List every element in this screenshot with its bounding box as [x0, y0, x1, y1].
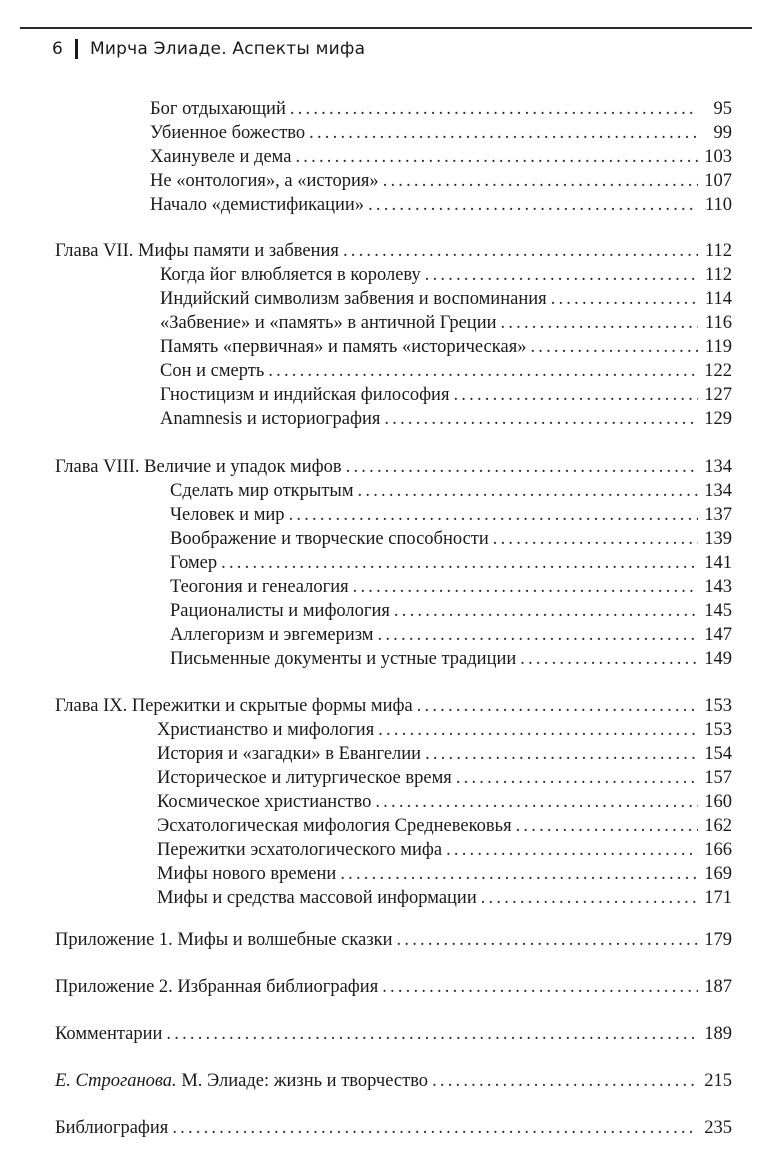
toc-entry-page: 107: [704, 171, 732, 191]
toc-entry[interactable]: [150, 97, 732, 121]
toc-entry-title: Сделать мир открытым: [170, 481, 354, 501]
toc-entry[interactable]: [160, 263, 732, 287]
dot-leader: [394, 599, 698, 623]
toc-entry[interactable]: [157, 814, 732, 838]
dot-leader: [378, 718, 698, 742]
page-number: 6: [52, 39, 64, 59]
toc-entry-title: Приложение 2. Избранная библиография: [55, 977, 379, 997]
toc-entry[interactable]: [160, 287, 732, 311]
dot-leader: [289, 503, 698, 527]
toc-entry-page: 171: [704, 888, 732, 908]
toc-entry[interactable]: [160, 311, 732, 335]
toc-entry-title: История и «загадки» в Евангелии: [157, 744, 422, 764]
toc-entry-title: Мифы и средства массовой информации: [157, 888, 477, 908]
toc-entry-title: Память «первичная» и память «историческая»: [160, 337, 527, 357]
toc-entry-page: 162: [704, 816, 732, 836]
toc-entry[interactable]: [157, 838, 732, 862]
toc-entry-page: 114: [704, 289, 732, 309]
toc-entry-page: 149: [704, 649, 732, 669]
toc-entry[interactable]: [150, 193, 732, 217]
toc-entry-title: Сон и смерть: [160, 361, 265, 381]
toc-entry-page: 134: [704, 481, 732, 501]
toc-entry-title: Хаинувеле и дема: [150, 147, 292, 167]
toc-bibliography[interactable]: [55, 1116, 732, 1140]
toc-chapter-title: Глава VII. Мифы памяти и забвения: [55, 241, 339, 261]
dot-leader: [530, 335, 698, 359]
dot-leader: [453, 383, 698, 407]
dot-leader: [481, 886, 698, 910]
toc-entry-title: Бог отдыхающий: [150, 99, 286, 119]
toc-entry[interactable]: [150, 169, 732, 193]
toc-entry-page: 137: [704, 505, 732, 525]
toc-entry-page: 160: [704, 792, 732, 812]
dot-leader: [268, 359, 698, 383]
toc-entry[interactable]: [170, 527, 732, 551]
toc-entry-page: 122: [704, 361, 732, 381]
dot-leader: [516, 814, 698, 838]
toc-entry-title: Человек и мир: [170, 505, 285, 525]
toc-entry-page: 235: [704, 1118, 732, 1138]
dot-leader: [295, 145, 698, 169]
toc-entry[interactable]: [170, 551, 732, 575]
toc-entry[interactable]: [157, 742, 732, 766]
toc-entry-page: 153: [704, 696, 732, 716]
toc-entry[interactable]: [170, 479, 732, 503]
toc-entry[interactable]: [157, 790, 732, 814]
toc-entry-title: Мифы нового времени: [157, 864, 337, 884]
toc-entry-page: 215: [704, 1071, 732, 1091]
toc-entry-title: Пережитки эсхатологического мифа: [157, 840, 443, 860]
dot-leader: [340, 862, 698, 886]
toc-entry[interactable]: [157, 718, 732, 742]
toc-entry-page: 112: [704, 265, 732, 285]
toc-essay[interactable]: [55, 1069, 732, 1093]
dot-leader: [309, 121, 698, 145]
toc-entry-page: 119: [704, 337, 732, 357]
toc-entry-page: 116: [704, 313, 732, 333]
toc-entry-page: 129: [704, 409, 732, 429]
dot-leader: [368, 193, 698, 217]
toc-entry-title: Аллегоризм и эвгемеризм: [170, 625, 374, 645]
toc-entry-title: Когда йог влюбляется в королеву: [160, 265, 421, 285]
dot-leader: [166, 1022, 698, 1046]
dot-leader: [382, 975, 698, 999]
toc-entry[interactable]: [157, 766, 732, 790]
toc-entry-title: Историческое и литургическое время: [157, 768, 452, 788]
toc-entry[interactable]: [160, 383, 732, 407]
dot-leader: [417, 694, 698, 718]
dot-leader: [384, 407, 698, 431]
toc-entry-title: Индийский символизм забвения и воспоминания: [160, 289, 547, 309]
toc-entry-page: 99: [713, 123, 732, 143]
running-head: [52, 36, 365, 62]
dot-leader: [446, 838, 698, 862]
toc-entry-page: 166: [704, 840, 732, 860]
author-name: Е. Строганова.: [55, 1071, 177, 1091]
running-title: Мирча Элиаде. Аспекты мифа: [90, 39, 366, 59]
dot-leader: [397, 928, 698, 952]
toc-entry-title: Не «онтология», а «история»: [150, 171, 379, 191]
toc-entry[interactable]: [160, 407, 732, 431]
toc-entry-page: 189: [704, 1024, 732, 1044]
toc-entry-page: 112: [704, 241, 732, 261]
toc-entry-title: Эсхатологическая мифология Средневековья: [157, 816, 512, 836]
toc-entry-page: 153: [704, 720, 732, 740]
toc-entry[interactable]: [157, 862, 732, 886]
dot-leader: [551, 287, 698, 311]
dot-leader: [378, 623, 698, 647]
toc-chapter-title: Глава IX. Пережитки и скрытые формы мифа: [55, 696, 413, 716]
toc-appendix[interactable]: [55, 928, 732, 952]
toc-chapter[interactable]: [55, 455, 732, 479]
toc-entry-page: 127: [704, 385, 732, 405]
toc-entry[interactable]: [170, 575, 732, 599]
dot-leader: [456, 766, 698, 790]
top-rule: [20, 27, 752, 29]
toc-entry-title: Начало «демистификации»: [150, 195, 365, 215]
dot-leader: [358, 479, 698, 503]
toc-entry-title: «Забвение» и «память» в античной Греции: [160, 313, 497, 333]
toc-entry[interactable]: [160, 359, 732, 383]
toc-entry[interactable]: [170, 647, 732, 671]
toc-entry-page: 179: [704, 930, 732, 950]
toc-entry-page: 147: [704, 625, 732, 645]
toc-entry-page: 154: [704, 744, 732, 764]
toc-entry-title: Приложение 1. Мифы и волшебные сказки: [55, 930, 393, 950]
toc-entry-page: 157: [704, 768, 732, 788]
toc-entry[interactable]: [160, 335, 732, 359]
dot-leader: [346, 455, 698, 479]
toc-entry-title: Теогония и генеалогия: [170, 577, 349, 597]
dot-leader: [343, 239, 698, 263]
dot-leader: [425, 742, 698, 766]
toc-entry-title: Комментарии: [55, 1024, 163, 1044]
dot-leader: [432, 1069, 698, 1093]
dot-leader: [290, 97, 698, 121]
dot-leader: [353, 575, 698, 599]
toc-entry-title: [55, 1069, 428, 1093]
essay-title: М. Элиаде: жизнь и творчество: [176, 1071, 429, 1091]
dot-leader: [221, 551, 698, 575]
toc-chapter-title: Глава VIII. Величие и упадок мифов: [55, 457, 342, 477]
toc-entry[interactable]: [170, 623, 732, 647]
toc-entry-page: 134: [704, 457, 732, 477]
toc-entry-page: 103: [704, 147, 732, 167]
toc-entry-title: Космическое христианство: [157, 792, 372, 812]
toc-entry[interactable]: [170, 599, 732, 623]
toc-entry-page: 143: [704, 577, 732, 597]
toc-entry[interactable]: [150, 145, 732, 169]
dot-leader: [493, 527, 698, 551]
toc-entry-title: Убиенное божество: [150, 123, 306, 143]
toc-chapter[interactable]: [55, 694, 732, 718]
dot-leader: [172, 1116, 698, 1140]
toc-comments[interactable]: [55, 1022, 732, 1046]
dot-leader: [383, 169, 698, 193]
toc-entry-title: Гомер: [170, 553, 218, 573]
toc-entry-title: Рационалисты и мифология: [170, 601, 390, 621]
toc-entry[interactable]: [157, 886, 732, 910]
toc-entry-page: 169: [704, 864, 732, 884]
toc-entry-title: Anamnesis и историография: [160, 409, 381, 429]
toc-entry-title: Библиография: [55, 1118, 169, 1138]
dot-leader: [425, 263, 698, 287]
toc-entry-page: 187: [704, 977, 732, 997]
toc-entry-page: 141: [704, 553, 732, 573]
header-separator: [75, 39, 78, 59]
dot-leader: [520, 647, 698, 671]
toc-entry-title: Воображение и творческие способности: [170, 529, 489, 549]
toc-entry-title: Письменные документы и устные традиции: [170, 649, 517, 669]
toc-entry[interactable]: [170, 503, 732, 527]
toc-appendix[interactable]: [55, 975, 732, 999]
toc-entry[interactable]: [150, 121, 732, 145]
toc-entry-page: 139: [704, 529, 732, 549]
toc-entry-page: 110: [704, 195, 732, 215]
toc-entry-page: 95: [713, 99, 732, 119]
toc-chapter[interactable]: [55, 239, 732, 263]
toc-entry-page: 145: [704, 601, 732, 621]
dot-leader: [501, 311, 699, 335]
toc-entry-title: Гностицизм и индийская философия: [160, 385, 450, 405]
dot-leader: [375, 790, 698, 814]
toc-entry-title: Христианство и мифология: [157, 720, 375, 740]
